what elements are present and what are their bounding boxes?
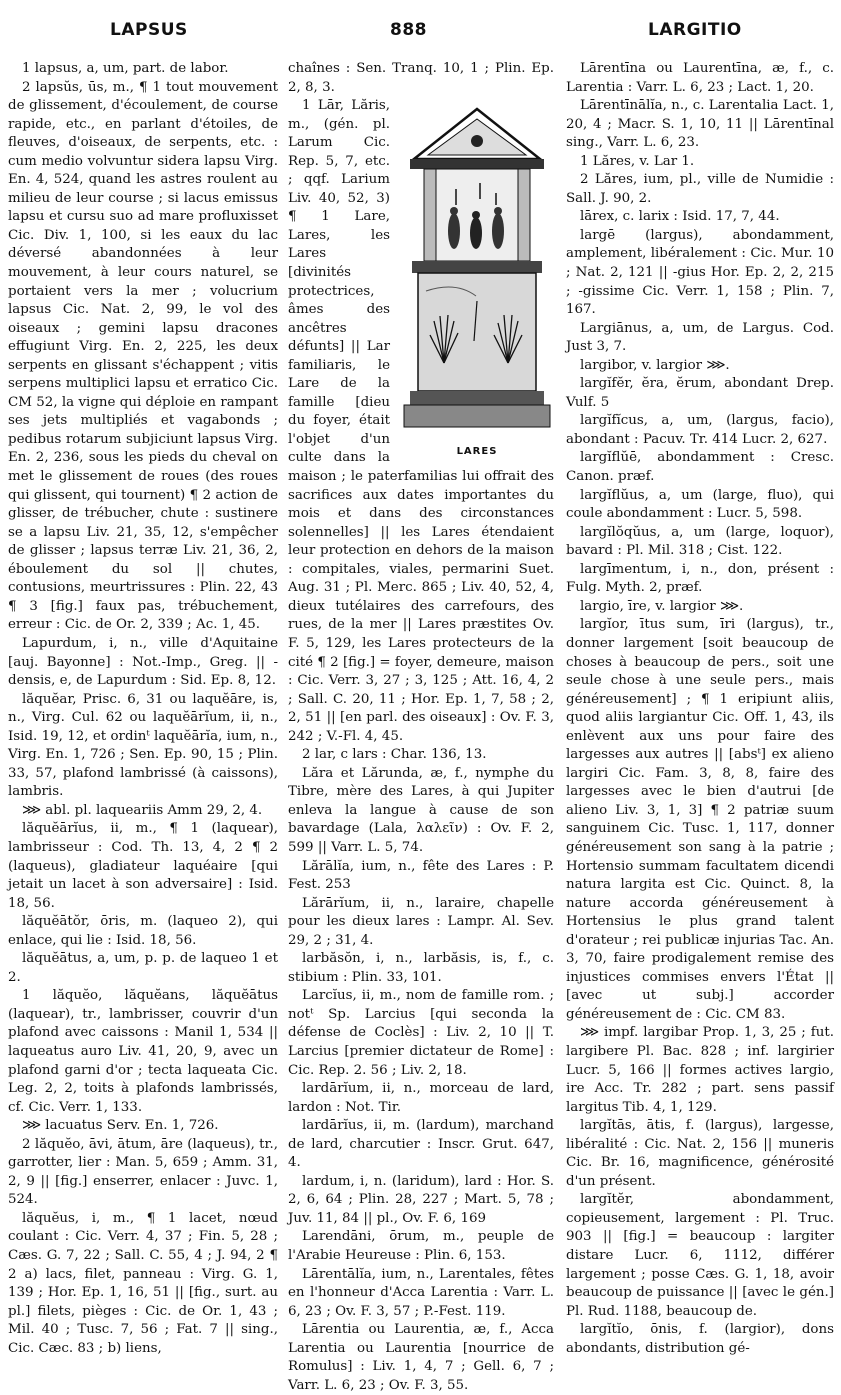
entry-lardum: lardum, i, n. (laridum), lard : Hor. S. 2, 6, 64 ; Plin. 28, 227 ; Mart. 5, 78 ; Juv. 11, 84 || pl., Ov. F. 6, 169 <box>288 1173 554 1226</box>
entry-largifluus: largĭflŭus, a, um (large, fluo), qui coule abondamment : Lucr. 5, 598. <box>566 487 834 522</box>
entry-laqueus-continued: chaînes : Sen. Tranq. 10, 1 ; Plin. Ep. 2, 8, 3. <box>288 61 554 95</box>
entry-lares-2: 2 Lăres, ium, pl., ville de Numidie : Sall. J. 90, 2. <box>566 172 834 206</box>
entry-laquear: lăquĕar, Prisc. 6, 31 ou laquĕāre, is, n., Virg. Cul. 62 ou laquĕārĭum, ii, n., Isid. 19, 12, et ordinᵗ laquĕārĭa, ium, n., Virg. En. 1, 726 ; Sen. Ep. 90, 15 ; Plin. 33, 57, plafond lambrissé (à caissons), lambris. <box>8 691 278 800</box>
entry-larentalia: Lārentālĭa, ium, n., Larentales, fêtes en l'honneur d'Acca Larentia : Varr. L. 6, 23 ; Ov. F. 3, 57 ; P.-Fest. 119. <box>288 1266 554 1319</box>
entry-lar-1: 1 Lār, Lăris, m., (gén. pl. Larum Cic. Rep. 5, 7, etc. ; qqf. Larium Liv. 40, 52, 3) ¶ 1 Lare, Lares, les Lares [divinités protectrices, âmes des ancêtres défunts] || Lar familiaris, le Lare de la famille [dieu du foyer, était l'objet d'un culte dans la maison ; le paterfamilias lui offrait des sacrifices aux dates importantes du mois et dans des circonstances solennelles] || les Lares étendaient leur protection en dehors de la maison : compitales, viales, permarini Suet. Aug. 31 ; Pl. Merc. 865 ; Liv. 40, 52, 4, dieux tutélaires des carrefours, des rues, de la mer || Lares præstites Ov. F. 5, 129, les Lares protecteurs de la cité ¶ 2 [fig.] = foyer, demeure, maison : Cic. Verr. 3, 27 ; 3, 125 ; Att. 16, 4, 2 ; Sall. C. 20, 11 ; Hor. Ep. 1, 7, 58 ; 2, 2, 51 || [en parl. des oiseaux] : Ov. F. 3, 242 ; V.-Fl. 4, 45. <box>288 98 554 744</box>
header-left-guideword: LAPSUS <box>110 20 188 40</box>
entry-largianus: Largiānus, a, um, de Largus. Cod. Just 3, 7. <box>566 320 834 355</box>
entry-laqueo-1: 1 lăquĕo, lăquĕans, lăquĕātus (laquear), tr., lambrisser, couvrir d'un plafond avec caissons : Manil 1, 534 || laqueatus auro Liv. 41, 20, 9, avec un plafond garni d'or ; tecta laqueata Cic. Leg. 2, 2, toits à plafonds lambrissés, cf. Cic. Verr. 1, 133. <box>8 988 278 1115</box>
entry-largio: largio, īre, v. largior ⋙. <box>580 598 744 614</box>
lararium-shrine-drawing <box>396 101 558 441</box>
entry-laquear-note: ⋙ abl. pl. laqueariis Amm 29, 2, 4. <box>22 802 263 818</box>
column-1 <box>8 60 278 1355</box>
entry-larendani: Larendāni, ōrum, m., peuple de l'Arabie Heureuse : Plin. 6, 153. <box>288 1229 554 1263</box>
column-3 <box>566 60 834 1355</box>
entry-larentia: Lārentia ou Laurentia, æ, f., Acca Larentia ou Laurentia [nourrice de Romulus] : Liv. 1, 4, 7 ; Gell. 6, 7 ; Varr. L. 6, 23 ; Ov. F. 3, 55. <box>288 1322 554 1393</box>
entry-larex: lārex, c. larix : Isid. 17, 7, 44. <box>580 209 780 225</box>
entry-largiflue: largĭflŭē, abondamment : Cresc. Canon. præf. <box>566 450 834 485</box>
entry-larcius: Larcĭus, ii, m., nom de famille rom. ; notᵗ Sp. Larcius [qui seconda la défense de Coclès] : Liv. 2, 10 || T. Larcius [premier dictateur de Rome] : Cic. Rep. 2. 56 ; Liv. 2, 18. <box>288 988 554 1078</box>
running-header <box>0 20 841 44</box>
entry-laqueo-2: 2 lăquĕo, āvi, ātum, āre (laqueus), tr., garrotter, lier : Man. 5, 659 ; Amm. 31, 2, 9 || [fig.] enserrer, enlacer : Juvc. 1, 524. <box>8 1136 278 1208</box>
entry-laqueo-1-note: ⋙ lacuatus Serv. En. 1, 726. <box>22 1118 219 1134</box>
entry-lares-1: 1 Lăres, v. Lar 1. <box>580 153 695 169</box>
entry-lapsus-1: 1 lapsus, a, um, part. de labor. <box>22 61 229 76</box>
entry-lara: Lăra et Lărunda, æ, f., nymphe du Tibre, mère des Lares, à qui Jupiter enleva la langue à cause de son bavardage (Lala, λαλεῖν) : Ov. F. 2, 599 || Varr. L. 5, 74. <box>288 765 554 855</box>
entry-lardarium: lardārĭum, ii, n., morceau de lard, lardon : Not. Tir. <box>288 1081 554 1115</box>
entry-largibor: largibor, v. largior ⋙. <box>580 357 730 373</box>
entry-largitas: largĭtās, ātis, f. (largus), largesse, libéralité : Cic. Nat. 2, 156 || muneris Cic. Br. 16, magnificence, générosité d'un présent. <box>566 1118 834 1189</box>
entry-large: largē (largus), abondamment, amplement, libéralement : Cic. Mur. 10 ; Nat. 2, 121 || -gius Hor. Ep. 2, 2, 215 ; -gissime Cic. Verr. 1, 158 ; Plin. 7, 167. <box>566 227 834 318</box>
entry-lapsus-2: 2 lapsŭs, ūs, m., ¶ 1 tout mouvement de glissement, d'écoulement, de course rapide, etc., en parlant d'étoiles, de fleuves, d'oiseaux, de serpents, etc. : cum medio volvuntur sidera lapsu Virg. En. 4, 524, quand les astres roulent au milieu de leur course ; si lacus emissus lapsu et cursu suo ad mare profluxisset Cic. Div. 1, 100, si les eaux du lac déversé abandonnées à leur mouvement, à leur cours naturel, se portaient vers la mer ; volucrium lapsus Cic. Nat. 2, 99, le vol des oiseaux ; gemini lapsu dracones effugiunt Virg. En. 2, 225, les deux serpents en glissant s'échappent ; vitis serpens multiplici lapsu et erratico Cic. CM 52, la vigne qui déploie en rampant ses jets multipliés et vagabonds ; pedibus rotarum subjiciunt lapsus Virg. En. 2, 236, sous les pieds du cheval on met le glissement de roues (des roues qui glissent, qui tournent) ¶ 2 action de glisser, de trébucher, chute : sustinere se a lapsu Liv. 21, 35, 12, s'empêcher de glisser ; lapsus terræ Liv. 21, 36, 2, éboulement du sol || chutes, contusions, meurtrissures : Plin. 22, 43 ¶ 3 [fig.] faux pas, trébuchement, erreur : Cic. de Or. 2, 339 ; Ac. 1, 45. <box>8 79 278 633</box>
illustration-caption: LARES <box>456 446 498 458</box>
entry-laquearius: lăquĕārĭus, ii, m., ¶ 1 (laquear), lambrisseur : Cod. Th. 13, 4, 2 ¶ 2 (laqueus), gladiateur laquéaire [qui jetait un lacet à son adversaire] : Isid. 18, 56. <box>8 821 278 911</box>
entry-largiter: largĭtĕr, abondamment, copieusement, largement : Pl. Truc. 903 || [fig.] = beaucoup : largiter distare Lucr. 6, 1112, différer largement ; posse Cæs. G. 1, 18, avoir beaucoup de puissance || [avec le gén.] Pl. Rud. 1188, beaucoup de. <box>566 1192 834 1319</box>
entry-lardarius: lardārĭus, ii, m. (lardum), marchand de lard, charcutier : Inscr. Grut. 647, 4. <box>288 1118 554 1171</box>
entry-largifer: largĭfĕr, ĕra, ĕrum, abondant Drep. Vulf. 5 <box>566 376 834 410</box>
entry-lapurdum: Lapurdum, i, n., ville d'Aquitaine [auj. Bayonne] : Not.-Imp., Greg. || -densis, e, de Lapurdum : Sid. Ep. 8, 12. <box>8 635 278 689</box>
entry-lararium: Lărārĭum, ii, n., laraire, chapelle pour les dieux lares : Lampr. Al. Sev. 29, 2 ; 31, 4. <box>288 895 554 948</box>
entry-largitio: largĭtĭo, ōnis, f. (largior), dons abondants, distribution gé- <box>566 1322 834 1356</box>
entry-larentina: Lārentīna ou Laurentīna, æ, f., c. Larentia : Varr. L. 6, 23 ; Lact. 1, 20. <box>566 61 834 95</box>
page-number: 888 <box>390 20 427 40</box>
column-2 <box>288 60 554 1393</box>
entry-laqueus: lăquĕus, i, m., ¶ 1 lacet, nœud coulant : Cic. Verr. 4, 37 ; Fin. 5, 28 ; Cæs. G. 7, 22 ; Sall. C. 55, 4 ; J. 94, 2 ¶ 2 a) lacs, filet, panneau : Virg. G. 1, 139 ; Hor. Ep. 1, 16, 51 || [fig., surt. au pl.] filets, pièges : Cic. de Or. 1, 43 ; Mil. 40 ; Tusc. 7, 56 ; Fat. 7 || sing., Cic. Cæc. 83 ; b) liens, <box>8 1210 278 1356</box>
header-right-guideword: LARGITIO <box>648 20 742 40</box>
lares-illustration <box>396 101 558 457</box>
entry-laqueatus: lăquĕātus, a, um, p. p. de laqueo 1 et 2. <box>8 951 278 985</box>
entry-largificus: largĭfĭcus, a, um, (largus, facio), abondant : Pacuv. Tr. 414 Lucr. 2, 627. <box>566 413 834 447</box>
entry-larentinalia: Lārentīnālĭa, n., c. Larentalia Lact. 1, 20, 4 ; Macr. S. 1, 10, 11 || Lārentīnal sing., Varr. L. 6, 23. <box>566 98 834 151</box>
entry-largior: largĭor, ītus sum, īri (largus), tr., donner largement [soit beaucoup de choses à beaucoup de pers., soit une seule chose à une seule pers., mais généreusement] ; ¶ 1 eripiunt aliis, quod aliis largiantur Cic. Off. 1, 43, ils enlèvent aux uns pour faire des largesses aux autres || [absᵗ] ex alieno largiri Cic. Fam. 3, 8, 8, faire des largesses avec le bien d'autrui [de alieno Liv. 3, 1, 3] ¶ 2 patriæ suum sanguinem Cic. Tusc. 1, 117, donner généreusement son sang à la patrie ; Hortensio summam facultatem dicendi natura largita est Cic. Quinct. 8, la nature accorda généreusement à Hortensius le plus grand talent d'orateur ; rei publicæ injurias Tac. An. 3, 70, faire prodigalement remise des injustices commises envers l'État || [avec ut subj.] accorder généreusement de : Cic. CM 83. <box>566 617 834 1022</box>
entry-laralia: Lărālĭa, ium, n., fête des Lares : P. Fest. 253 <box>288 858 554 893</box>
entry-larbason: larbăsŏn, i, n., larbăsis, is, f., c. stibium : Plin. 33, 101. <box>288 951 554 985</box>
entry-largiloquus: largĭlŏqŭus, a, um (large, loquor), bavard : Pl. Mil. 318 ; Cist. 122. <box>566 524 834 559</box>
entry-lar-2: 2 lar, c lars : Char. 136, 13. <box>302 747 487 763</box>
entry-largior-note: ⋙ impf. largibar Prop. 1, 3, 25 ; fut. largibere Pl. Bac. 828 ; inf. largirier Lucr. 5, 166 || formes actives largio, ire Acc. Tr. 282 ; part. sens passif largitus Tib. 4, 1, 129. <box>566 1025 834 1115</box>
entry-largimentum: largīmentum, i, n., don, présent : Fulg. Myth. 2, præf. <box>566 561 834 596</box>
entry-laqueator: lăquĕātŏr, ōris, m. (laqueo 2), qui enlace, qui lie : Isid. 18, 56. <box>8 914 278 948</box>
